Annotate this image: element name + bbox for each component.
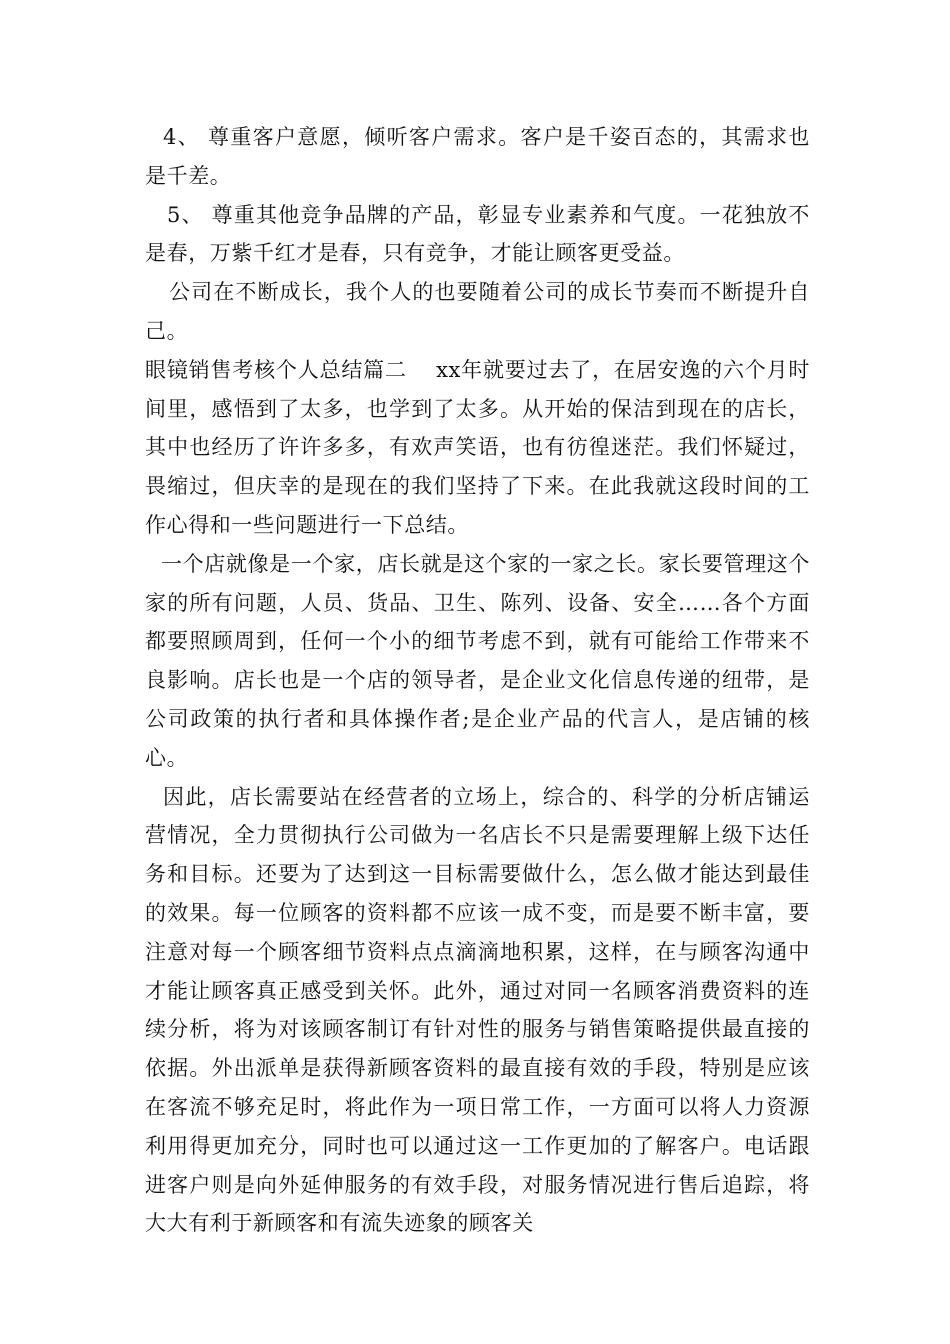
paragraph-store-as-home: 一个店就像是一个家，店长就是这个家的一家之长。家长要管理这个家的所有问题，人员、货品、卫生、陈列、设备、安全……各个方面都要照顾周到，任何一个小的细节考虑不到，就有可能给工作带来不良影响。店长也是一个店的领导者，是企业文化信息传递的纽带，是公司政策的执行者和具体操作者;是企业产品的代言人，是店铺的核心。 (145, 551, 810, 770)
paragraph-summary-part-two: 眼镜销售考核个人总结篇二 xx年就要过去了，在居安逸的六个月时间里，感悟到了太多，也学到了太多。从开始的保洁到现在的店长，其中也经历了许许多多，有欢声笑语，也有彷徨迷茫。我们怀疑过，畏缩过，但庆幸的是现在的我们坚持了下来。在此我就这段时间的工作心得和一些问题进行一下总结。 (145, 357, 810, 537)
paragraph-therefore: 因此，店长需要站在经营者的立场上，综合的、科学的分析店铺运营情况，全力贯彻执行公司做为一名店长不只是需要理解上级下达任务和目标。还要为了达到这一目标需要做什么，怎么做才能达到最佳的效果。每一位顾客的资料都不应该一成不变，而是要不断丰富，要注意对每一个顾客细节资料点点滴滴地积累，这样，在与顾客沟通中才能让顾客真正感受到关怀。此外，通过对同一名顾客消费资料的连续分析，将为对该顾客制订有针对性的服务与销售策略提供最直接的依据。外出派单是获得新顾客资料的最直接有效的手段，特别是应该在客流不够充足时，将此作为一项日常工作，一方面可以将人力资源利用得更加充分，同时也可以通过这一工作更加的了解客户。电话跟进客户则是向外延伸服务的有效手段，对服务情况进行售后追踪，将大大有利于新顾客和有流失迹象的顾客关 (145, 784, 810, 1236)
document-body (145, 118, 810, 1243)
paragraph-item-4: 4、 尊重客户意愿，倾听客户需求。客户是千姿百态的，其需求也是千差。 (145, 125, 810, 188)
paragraph-item-5: 5、 尊重其他竞争品牌的产品，彰显专业素养和气度。一花独放不是春，万紫千红才是春，只有竞争，才能让顾客更受益。 (145, 202, 810, 266)
paragraph-company-growth: 公司在不断成长，我个人的也要随着公司的成长节奏而不断提升自己。 (145, 280, 810, 343)
